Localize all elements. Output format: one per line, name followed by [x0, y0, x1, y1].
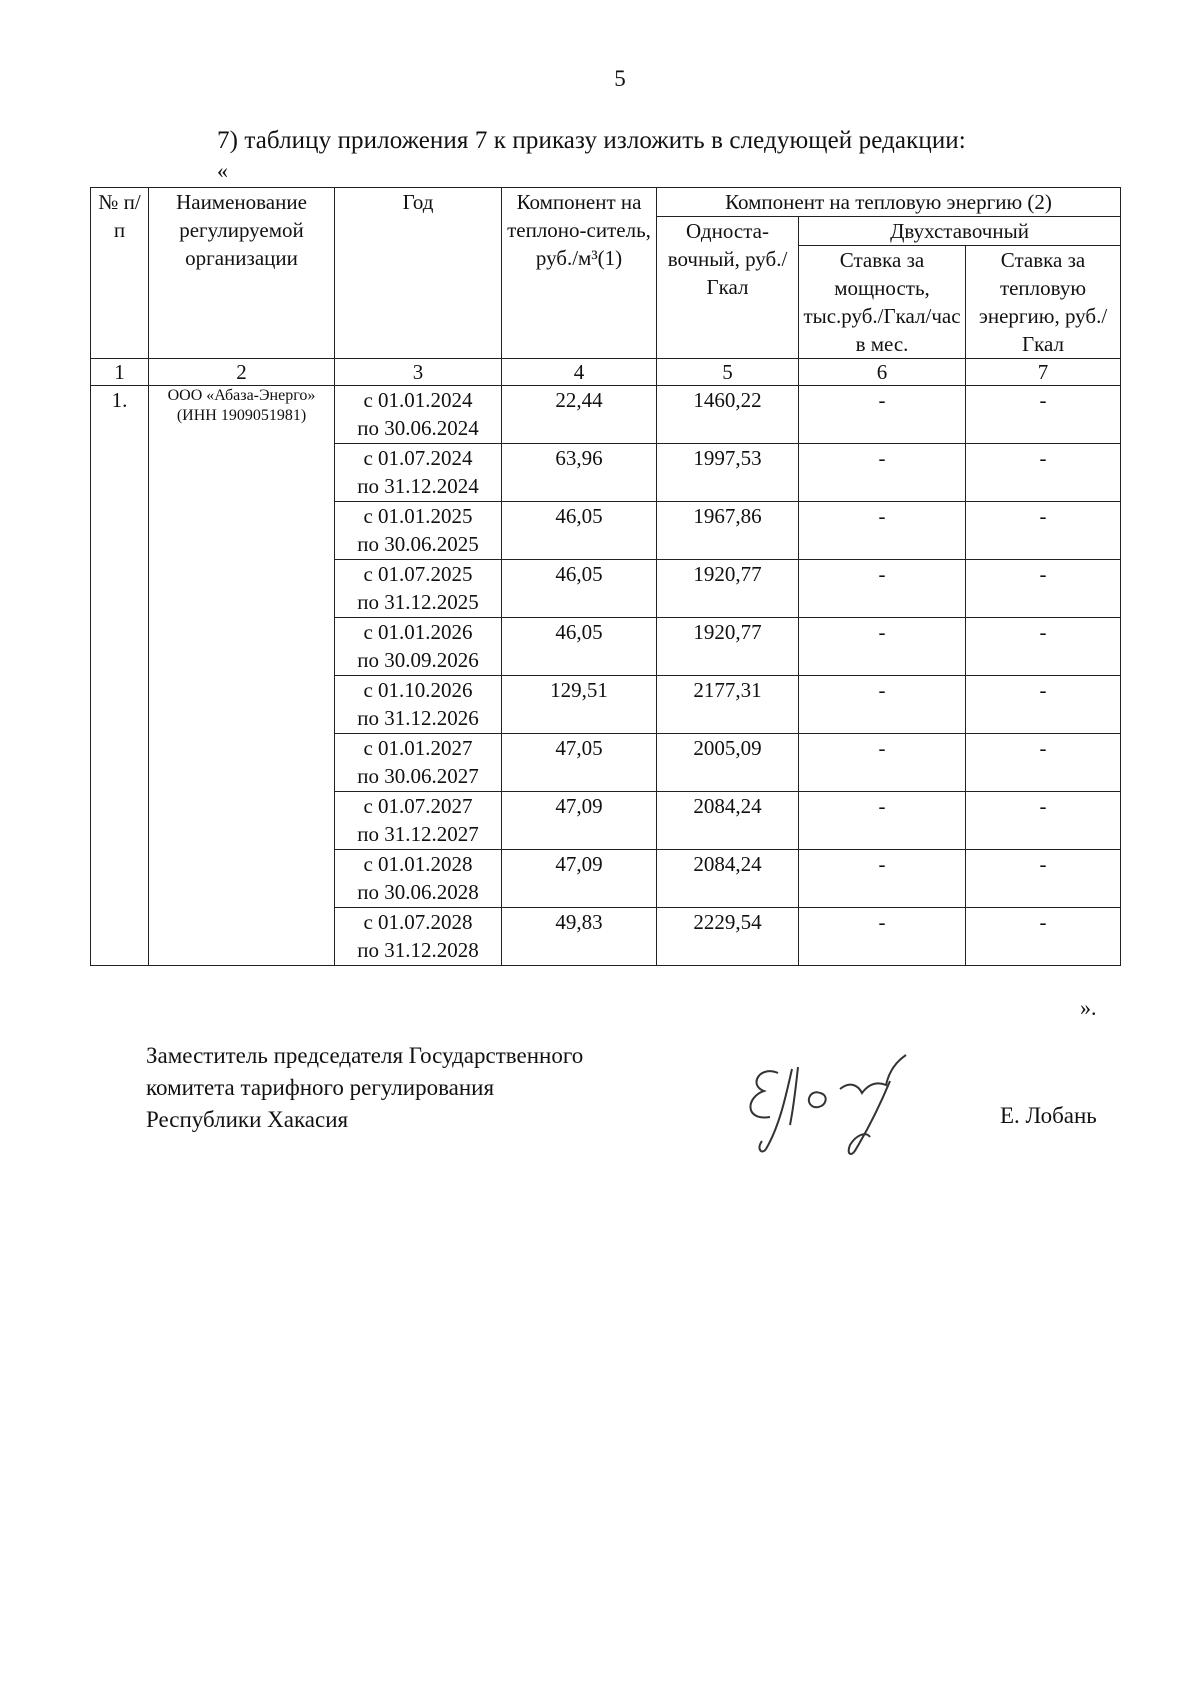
- header-single-rate: Односта-вочный, руб./Гкал: [657, 217, 799, 359]
- energy-rate-cell: -: [966, 734, 1121, 792]
- carrier-cell: 46,05: [502, 502, 657, 560]
- capacity-rate-cell: -: [799, 618, 966, 676]
- column-number: 4: [502, 359, 657, 386]
- single-rate-cell: 2084,24: [657, 792, 799, 850]
- capacity-rate-cell: -: [799, 908, 966, 966]
- energy-rate-cell: -: [966, 560, 1121, 618]
- carrier-cell: 129,51: [502, 676, 657, 734]
- period-cell: с 01.10.2026 по 31.12.2026: [335, 676, 502, 734]
- header-energy-group: Компонент на тепловую энергию (2): [657, 188, 1121, 217]
- column-number: 5: [657, 359, 799, 386]
- energy-rate-cell: -: [966, 502, 1121, 560]
- period-cell: с 01.07.2028 по 31.12.2028: [335, 908, 502, 966]
- period-cell: с 01.07.2027 по 31.12.2027: [335, 792, 502, 850]
- carrier-cell: 46,05: [502, 560, 657, 618]
- capacity-rate-cell: -: [799, 502, 966, 560]
- capacity-rate-cell: -: [799, 386, 966, 444]
- period-cell: с 01.01.2024 по 30.06.2024: [335, 386, 502, 444]
- signer-position-line: Заместитель председателя Государственного: [146, 1043, 584, 1068]
- organization-name: ООО «Абаза-Энерго» (ИНН 1909051981): [149, 386, 335, 966]
- single-rate-cell: 2229,54: [657, 908, 799, 966]
- signer-position: [146, 1040, 583, 1136]
- column-number: 2: [149, 359, 335, 386]
- carrier-cell: 47,09: [502, 850, 657, 908]
- intro-text: 7) таблицу приложения 7 к приказу изложить в следующей редакции:: [217, 127, 966, 154]
- energy-rate-cell: -: [966, 792, 1121, 850]
- carrier-cell: 49,83: [502, 908, 657, 966]
- carrier-cell: 63,96: [502, 444, 657, 502]
- single-rate-cell: 2005,09: [657, 734, 799, 792]
- single-rate-cell: 1997,53: [657, 444, 799, 502]
- column-number: 6: [799, 359, 966, 386]
- capacity-rate-cell: -: [799, 792, 966, 850]
- handwritten-signature: [740, 1045, 930, 1165]
- open-quote: «: [217, 158, 228, 183]
- column-number: 7: [966, 359, 1121, 386]
- header-num: № п/п: [91, 188, 149, 359]
- single-rate-cell: 2084,24: [657, 850, 799, 908]
- energy-rate-cell: -: [966, 386, 1121, 444]
- row-number: 1.: [91, 386, 149, 966]
- energy-rate-cell: -: [966, 618, 1121, 676]
- header-carrier: Компонент на теплоно-ситель, руб./м³(1): [502, 188, 657, 359]
- period-cell: с 01.01.2025 по 30.06.2025: [335, 502, 502, 560]
- table-row: [91, 386, 1121, 444]
- capacity-rate-cell: -: [799, 444, 966, 502]
- period-cell: с 01.01.2026 по 30.09.2026: [335, 618, 502, 676]
- carrier-cell: 46,05: [502, 618, 657, 676]
- tariff-table: [90, 187, 1121, 966]
- header-org: Наименование регулируемой организации: [149, 188, 335, 359]
- energy-rate-cell: -: [966, 908, 1121, 966]
- header-capacity-rate: Ставка за мощность, тыс.руб./Гкал/час в мес.: [799, 246, 966, 359]
- period-cell: с 01.01.2027 по 30.06.2027: [335, 734, 502, 792]
- single-rate-cell: 2177,31: [657, 676, 799, 734]
- header-two-rate: Двухставочный: [799, 217, 1121, 246]
- single-rate-cell: 1460,22: [657, 386, 799, 444]
- column-number: 1: [91, 359, 149, 386]
- capacity-rate-cell: -: [799, 734, 966, 792]
- signer-position-line: комитета тарифного регулирования: [146, 1075, 495, 1100]
- carrier-cell: 22,44: [502, 386, 657, 444]
- energy-rate-cell: -: [966, 676, 1121, 734]
- capacity-rate-cell: -: [799, 560, 966, 618]
- energy-rate-cell: -: [966, 850, 1121, 908]
- column-numbers-row: [91, 359, 1121, 386]
- capacity-rate-cell: -: [799, 850, 966, 908]
- single-rate-cell: 1920,77: [657, 560, 799, 618]
- column-number: 3: [335, 359, 502, 386]
- header-energy-rate: Ставка за тепловую энергию, руб./Гкал: [966, 246, 1121, 359]
- signer-name: Е. Лобань: [1000, 1103, 1097, 1128]
- single-rate-cell: 1967,86: [657, 502, 799, 560]
- page-number: 5: [614, 66, 626, 91]
- energy-rate-cell: -: [966, 444, 1121, 502]
- header-year: Год: [335, 188, 502, 359]
- period-cell: с 01.07.2024 по 31.12.2024: [335, 444, 502, 502]
- period-cell: с 01.07.2025 по 31.12.2025: [335, 560, 502, 618]
- period-cell: с 01.01.2028 по 30.06.2028: [335, 850, 502, 908]
- carrier-cell: 47,09: [502, 792, 657, 850]
- signer-position-line: Республики Хакасия: [146, 1107, 349, 1132]
- table-body: [91, 386, 1121, 966]
- carrier-cell: 47,05: [502, 734, 657, 792]
- single-rate-cell: 1920,77: [657, 618, 799, 676]
- close-quote: ».: [1080, 995, 1097, 1020]
- capacity-rate-cell: -: [799, 676, 966, 734]
